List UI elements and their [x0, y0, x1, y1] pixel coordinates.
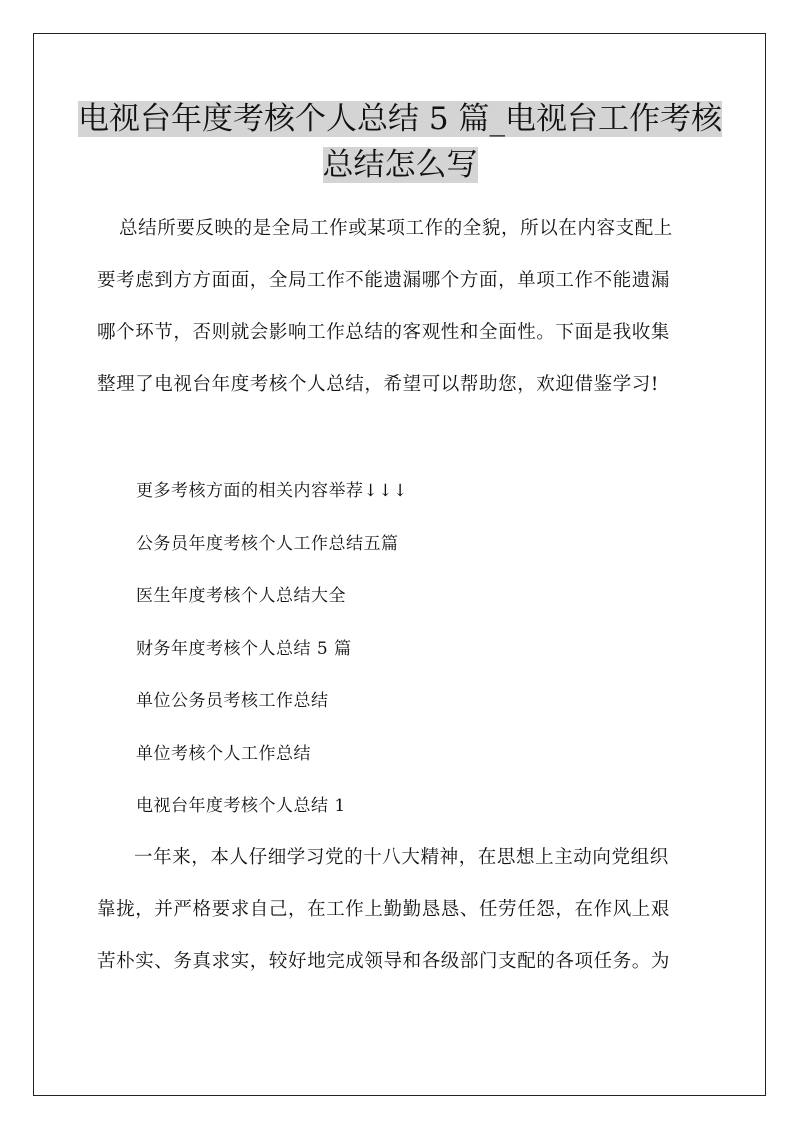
related-link[interactable]: 单位考核个人工作总结 — [136, 743, 311, 764]
intro-line: 总结所要反映的是全局工作或某项工作的全貌，所以在内容支配上 — [119, 218, 673, 239]
related-link[interactable]: 单位公务员考核工作总结 — [136, 691, 329, 711]
body-line: 苦朴实、务真求实，较好地完成领导和各级部门支配的各项任务。为 — [97, 951, 671, 972]
intro-paragraph — [97, 203, 707, 411]
related-link[interactable]: 公务员年度考核个人工作总结五篇 — [136, 533, 399, 554]
related-link[interactable]: 医生年度考核个人总结大全 — [136, 586, 346, 606]
document-title — [60, 96, 740, 188]
intro-line: 整理了电视台年度考核个人总结，希望可以帮助您，欢迎借鉴学习! — [97, 374, 659, 395]
body-line: 一年来，本人仔细学习党的十八大精神，在思想上主动向党组织 — [134, 847, 669, 868]
title-line-1: 电视台年度考核个人总结 5 篇_电视台工作考核 — [78, 101, 722, 137]
intro-line: 要考虑到方方面面，全局工作不能遗漏哪个方面，单项工作不能遗漏 — [97, 270, 671, 291]
body-line: 靠拢，并严格要求自己，在工作上勤勤恳恳、任劳任怨，在作风上艰 — [97, 899, 671, 920]
related-list — [136, 465, 408, 833]
section-heading: 电视台年度考核个人总结 1 — [136, 796, 346, 816]
intro-line: 哪个环节，否则就会影响工作总结的客观性和全面性。下面是我收集 — [97, 322, 671, 343]
related-heading: 更多考核方面的相关内容举荐↓↓↓ — [136, 481, 408, 501]
title-line-2: 总结怎么写 — [322, 147, 478, 183]
body-paragraph — [97, 832, 707, 988]
related-link[interactable]: 财务年度考核个人总结 5 篇 — [136, 638, 352, 659]
